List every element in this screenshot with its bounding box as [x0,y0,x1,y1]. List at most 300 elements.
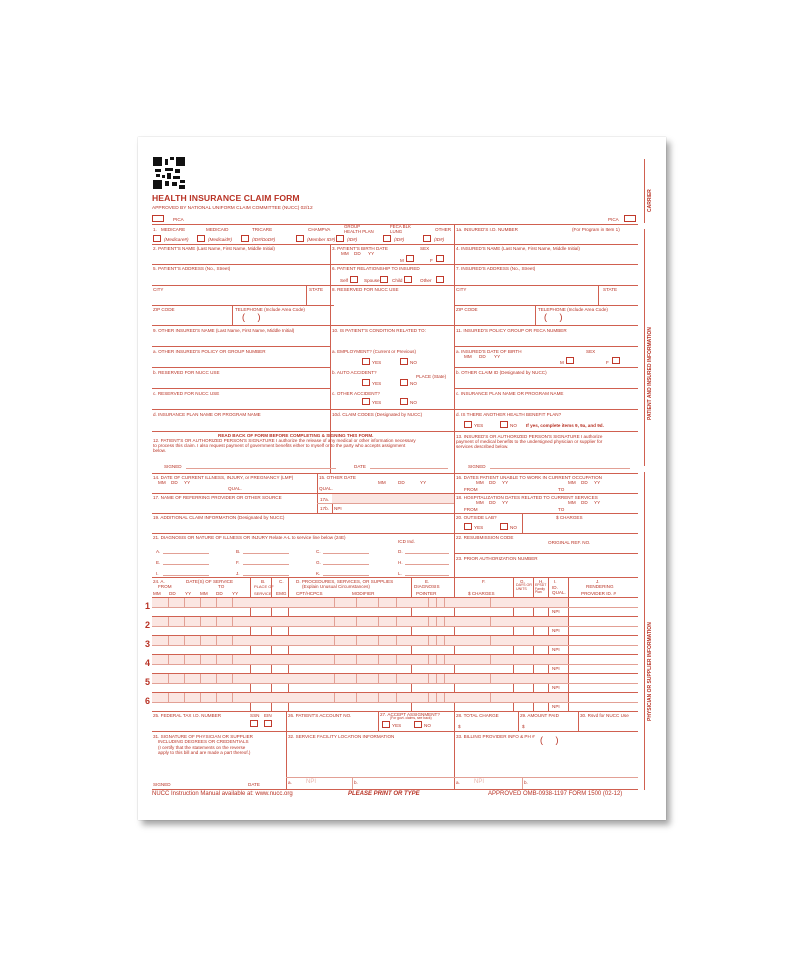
b7-label: 7. INSURED'S ADDRESS (No., Street) [456,266,536,271]
b14-label: 14. DATE OF CURRENT ILLNESS, INJURY, or PREGNANCY (LMP) [153,475,294,480]
service-line-shade [152,655,568,664]
b33-phone-paren: ( ) [540,735,559,745]
b24a-dates: DATE(S) OF SERVICE [186,579,234,584]
b25-ein-checkbox[interactable] [264,720,272,727]
b33-label: 33. BILLING PROVIDER INFO & PH # [456,734,535,739]
feca-label: FECA BLK LUNG [390,224,411,234]
b6-self: Self [340,278,348,283]
b16-dd1: DD [489,480,496,485]
service-line-mid [152,607,638,608]
b10b-place: PLACE (State) [416,374,447,379]
service-line-tick [216,617,217,626]
service-line-tick [436,636,437,645]
other-sub: (ID#) [434,237,445,242]
b10a-yes: YES [372,360,382,365]
b6-self-checkbox[interactable] [350,276,358,283]
service-line-shade [152,693,568,702]
insured-state: STATE [603,287,618,292]
service-line-tick [200,636,201,645]
b29-dollar: $ [522,724,525,729]
diag-b: B. [236,549,241,554]
b10c-yes: YES [372,400,382,405]
diag-c-line [323,553,369,554]
b1a-note: (For Program in Item 1) [572,227,620,232]
b32a-label: a. [288,780,292,785]
service-line-tick [232,617,233,626]
b25-ein: EIN [264,713,272,718]
b27-yes-checkbox[interactable] [382,721,390,728]
service-line-tick [428,598,429,607]
b6-spouse-checkbox[interactable] [380,276,388,283]
service-line-tick [378,598,379,607]
b3-sex: SEX [420,246,430,251]
b16-mm1: MM [476,480,484,485]
service-line-tick [356,636,357,645]
service-line-npi: NPI [552,666,560,671]
b9d-label: d. INSURANCE PLAN NAME OR PROGRAM NAME [153,412,261,417]
carrier-bracket [644,159,645,223]
service-line-tick [334,693,335,702]
pica-left-box[interactable] [152,215,164,222]
patient-telephone: TELEPHONE (Include Area Code) [235,307,305,312]
b24-dd2: DD [216,591,223,596]
service-line-tick [216,598,217,607]
b13-label: 13. INSURED'S OR AUTHORIZED PERSON'S SIGNATURE I authorize [456,434,603,439]
service-line-tick [436,598,437,607]
b24f-label: F. [482,579,486,584]
diag-c: C. [316,549,321,554]
city-state-divider [306,285,307,305]
b24i-qual: ID. QUAL. [552,585,566,595]
service-line-number: 2 [145,620,151,630]
service-line-tick [428,655,429,664]
b27-label: 27. ACCEPT ASSIGNMENT? [380,712,440,717]
b17-label: 17. NAME OF REFERRING PROVIDER OR OTHER SOURCE [153,495,282,500]
patient-phone-paren: ( ) [242,312,261,322]
service-line-number: 1 [145,601,151,611]
service-line-npi: NPI [552,628,560,633]
service-line-number: 3 [145,639,151,649]
service-line-tick [396,655,397,664]
row-line-4a [152,305,334,306]
diag-j-line [243,575,289,576]
b25-ssn-checkbox[interactable] [250,720,258,727]
service-line-tick [490,617,491,626]
b32-label: 32. SERVICE FACILITY LOCATION INFORMATION [288,734,395,739]
b13-signed-line [490,468,630,469]
service-line-tick [200,693,201,702]
b32b-label: b. [354,780,358,785]
b25-ssn: SSN [250,713,260,718]
tricare-checkbox[interactable] [241,235,249,242]
service-line-tick [428,674,429,683]
b3-male-checkbox[interactable] [406,255,414,262]
zip-tel-divider [232,305,233,325]
diag-e-line [163,564,209,565]
b15-label: 15. OTHER DATE [319,475,356,480]
patient-zip: ZIP CODE [153,307,175,312]
service-line-tick [436,655,437,664]
b31-text-3: (I certify that the statements on the reverse [158,745,246,750]
row-line-1 [152,244,638,245]
feca-checkbox[interactable] [383,235,391,242]
service-line-tick [334,655,335,664]
medicare-sub: (Medicare#) [164,237,189,242]
service-line-tick [168,655,169,664]
b25-label: 25. FEDERAL TAX I.D. NUMBER [153,713,222,718]
b9b-label: b. RESERVED FOR NUCC USE [153,370,220,375]
b15-mm: MM [378,480,386,485]
service-line-tick [232,636,233,645]
b6-other-checkbox[interactable] [436,276,444,283]
b24-dd1: DD [169,591,176,596]
b18-dd2: DD [581,500,588,505]
b11-label: 11. INSURED'S POLICY GROUP OR FECA NUMBER [456,328,567,333]
b10b-yes-checkbox[interactable] [362,379,370,386]
diag-i: I. [156,571,159,576]
b16-from: FROM [464,487,478,492]
b27-note: (For govt. claims, see back) [390,716,432,720]
tricare-sub: (ID#/DoD#) [252,237,276,242]
b16-mm2: MM [568,480,576,485]
b11a-label: a. INSURED'S DATE OF BIRTH [456,349,522,354]
b10-label: 10. IS PATIENT'S CONDITION RELATED TO: [332,328,426,333]
diag-l: L. [398,571,402,576]
row-line-8a [152,388,330,389]
footer-left: NUCC Instruction Manual available at: www.nucc.org [152,791,293,797]
row-line-8b [454,388,638,389]
b6-child: Child [392,278,403,283]
b24f-charges: $ CHARGES [468,591,495,596]
b12-date: DATE [354,464,366,469]
medicare-label: MEDICARE [161,227,186,232]
b10b-label: b. AUTO ACCIDENT? [332,370,377,375]
b12-text-3: below. [153,448,167,453]
b3-f: F [430,258,433,263]
pica-left: PICA [173,217,184,222]
b11a-male-checkbox[interactable] [566,357,574,364]
insured-telephone: TELEPHONE (Include Area Code) [538,307,608,312]
b11b-label: b. OTHER CLAIM ID (Designated by NUCC) [456,370,547,375]
service-line-tick [334,617,335,626]
service-line-shade [152,598,568,607]
b24b-place: PLACE OF [254,584,274,589]
row-line-4b [454,305,638,306]
row-line-13 [152,533,638,534]
service-line-tick [436,693,437,702]
read-back-note: READ BACK OF FORM BEFORE COMPLETING & SIGNING THIS FORM. [218,433,374,438]
b27-yes: YES [392,723,402,728]
b10c-label: c. OTHER ACCIDENT? [332,391,380,396]
service-line-tick [444,598,445,607]
approval-note: APPROVED BY NATIONAL UNIFORM CLAIM COMMITTEE (NUCC) 02/12 [152,206,313,211]
diag-h: H. [398,560,403,565]
b29-label: 29. AMOUNT PAID [520,713,559,718]
b22-label: 22. RESUBMISSION CODE [456,535,514,540]
b11a-m: M [560,360,564,365]
b24d-modifier: MODIFIER [352,591,375,596]
b11d-label: d. IS THERE ANOTHER HEALTH BENEFIT PLAN? [456,412,562,417]
medicare-checkbox[interactable] [153,235,161,242]
row-line-10 [152,431,638,432]
b9a-label: a. OTHER INSURED'S POLICY OR GROUP NUMBER [153,349,266,354]
b24e-pointer: POINTER [416,591,437,596]
footer-center: PLEASE PRINT OR TYPE [348,791,420,797]
b3-female-checkbox[interactable] [436,255,444,262]
col-26-27 [378,711,379,731]
b6-label: 6. PATIENT RELATIONSHIP TO INSURED [332,266,420,271]
b24a-label: 24. A. [153,579,165,584]
diag-g: G. [316,560,321,565]
row-line-7a [152,367,330,368]
b18-to: TO [558,507,565,512]
b18-mm2: MM [568,500,576,505]
b3-mm: MM [341,251,349,256]
b11a-female-checkbox[interactable] [612,357,620,364]
b16-label: 16. DATES PATIENT UNABLE TO WORK IN CURRENT OCCUPATION [456,475,602,480]
b16-to: TO [558,487,565,492]
service-line-tick [444,674,445,683]
b20-charges: $ CHARGES [556,515,583,520]
service-line-npi: NPI [552,704,560,709]
b24g-label: G. [520,579,525,584]
col-25-26 [286,711,287,731]
b11d-note: If yes, complete items 9, 9a, and 9d. [526,423,604,428]
group-label: GROUP HEALTH PLAN [344,224,374,234]
b24-yy2: YY [232,591,239,596]
b13-signed: SIGNED [468,464,486,469]
b31-text-2: INCLUDING DEGREES OR CREDENTIALS [158,739,249,744]
b24d-explain: (Explain Unusual Circumstances) [302,584,370,589]
service-line-tick [232,674,233,683]
service-line-tick [396,598,397,607]
b11d-no: NO [510,423,517,428]
claim-form-paper [138,137,666,820]
b31-date: DATE [248,782,260,787]
champva-checkbox[interactable] [296,235,304,242]
insured-zip-tel-divider [535,305,536,325]
diag-e: E. [156,560,161,565]
group-checkbox[interactable] [336,235,344,242]
b11d-yes-checkbox[interactable] [464,421,472,428]
service-line-tick [436,674,437,683]
row-line-31 [152,731,638,732]
b3-label: 3. PATIENT'S BIRTH DATE [332,246,388,251]
section-line-physician [152,473,638,474]
b15-dd: DD [398,480,405,485]
b20-yes: YES [474,525,484,530]
b24-yy1: YY [185,591,192,596]
b10c-no: NO [410,400,417,405]
b24-from: FROM [158,584,172,589]
b11a-sex: SEX [586,349,596,354]
diag-g-line [323,564,369,565]
b11a-yy: YY [494,354,501,359]
b24e-label: E. [425,579,430,584]
service-line-tick [444,693,445,702]
b20-no-checkbox[interactable] [500,523,508,530]
b33a-npi-watermark: NPI [474,779,485,785]
group-sub: (ID#) [347,237,358,242]
diag-b-line [243,553,289,554]
service-line-shade [152,674,568,683]
service-line-mid [152,664,638,665]
patient-bracket [644,229,645,466]
service-line-tick [184,636,185,645]
b10b-no-checkbox[interactable] [400,379,408,386]
other-checkbox[interactable] [423,235,431,242]
service-line-tick [378,655,379,664]
b24j-provider: PROVIDER ID. # [581,591,616,596]
diag-a: A. [156,549,161,554]
b18-from: FROM [464,507,478,512]
service-line-tick [428,693,429,702]
b10c-yes-checkbox[interactable] [362,398,370,405]
b27-no: NO [424,723,431,728]
other-label: OTHER [435,227,452,232]
service-line-tick [378,674,379,683]
row-line-6a [152,346,330,347]
pica-right-box[interactable] [624,215,636,222]
diag-i-line [163,575,209,576]
b30-label: 30. Rsvd for NUCC Use [580,713,629,718]
b10c-no-checkbox[interactable] [400,398,408,405]
service-line-tick [444,655,445,664]
diag-f-line [243,564,289,565]
insured-phone-paren: ( ) [544,312,563,322]
b10d-label: 10d. CLAIM CODES (Designated by NUCC) [332,412,423,417]
b16-yy2: YY [594,480,601,485]
b33b-label: b. [524,780,528,785]
b24g-days: DAYS OR UNITS [516,583,532,591]
service-line-tick [184,693,185,702]
service-line-tick [200,617,201,626]
b6-child-checkbox[interactable] [404,276,412,283]
b12-signed-line [186,468,336,469]
diag-d-line [405,553,449,554]
b17b-label: 17b. [320,506,329,511]
diag-k-line [323,575,369,576]
b18-label: 18. HOSPITALIZATION DATES RELATED TO CURRENT SERVICES [456,495,598,500]
service-line-tick [184,674,185,683]
b18-yy1: YY [502,500,509,505]
b16-yy1: YY [502,480,509,485]
b24h-epsdt: EPSDT Family Plan [535,583,547,595]
service-line-tick [378,617,379,626]
b17-mid-line [317,503,454,504]
b24-to: TO [218,584,225,589]
feca-sub: (ID#) [394,237,405,242]
b32-ab-divider [352,777,353,789]
b4-label: 4. INSURED'S NAME (Last Name, First Name, Middle Initial) [456,246,580,251]
b10b-no: NO [410,381,417,386]
b19-label: 19. ADDITIONAL CLAIM INFORMATION (Designated by NUCC) [153,515,285,520]
col-28-29 [518,711,519,731]
b23-label: 23. PRIOR AUTHORIZATION NUMBER [456,556,538,561]
pica-right: PICA [608,217,619,222]
medicaid-checkbox[interactable] [197,235,205,242]
b5-label: 5. PATIENT'S ADDRESS (No., Street) [153,266,231,271]
b14-dd: DD [171,480,178,485]
service-line-tick [216,655,217,664]
service-line-tick [444,617,445,626]
diag-l-line [405,575,449,576]
b13-text-3: services described below. [456,444,509,449]
service-line-tick [490,674,491,683]
b24-mm2: MM [200,591,208,596]
b12-label: 12. PATIENT'S OR AUTHORIZED PERSON'S SIGNATURE I authorize the release of any medical or other information necessary [153,438,416,443]
b10a-no-checkbox[interactable] [400,358,408,365]
service-line-tick [168,636,169,645]
service-line-number: 5 [145,677,151,687]
service-line-tick [436,617,437,626]
b10a-label: a. EMPLOYMENT? (Current or Previous) [332,349,416,354]
service-line-tick [396,617,397,626]
b10a-no: NO [410,360,417,365]
b11d-no-checkbox[interactable] [500,421,508,428]
service-line-shade [152,617,568,626]
b27-no-checkbox[interactable] [414,721,422,728]
service-line-tick [232,693,233,702]
champva-label: CHAMPVA [308,227,331,232]
b14-qual: QUAL. [228,486,242,491]
b16-dd2: DD [581,480,588,485]
service-line-tick [428,617,429,626]
b11a-mm: MM [464,354,472,359]
row-line-7b [454,367,638,368]
b24h-label: H. [539,579,544,584]
b9-label: 9. OTHER INSURED'S NAME (Last Name, First Name, Middle Initial) [153,328,295,333]
service-line-tick [490,655,491,664]
service-line-npi: NPI [552,647,560,652]
b22-orig-ref: ORIGINAL REF. NO. [548,540,591,545]
b24c-label: C. [279,579,284,584]
patient-state: STATE [309,287,324,292]
service-line-tick [356,674,357,683]
service-line-tick [396,636,397,645]
service-line-number: 4 [145,658,151,668]
service-line-npi: NPI [552,685,560,690]
b24i-label: I. [554,579,557,584]
row-line-24 [152,577,638,578]
b31-text-4: apply to this bill and are made a part thereof.) [158,750,251,755]
diag-f: F. [236,560,240,565]
service-line-tick [168,617,169,626]
patient-city: CITY [153,287,164,292]
insured-zip: ZIP CODE [456,307,478,312]
col-divider-right [454,224,455,474]
b10a-yes-checkbox[interactable] [362,358,370,365]
b13-text-2: payment of medical benefits to the undersigned physician or supplier for [456,439,603,444]
b11d-yes: YES [474,423,484,428]
b24e-diagnosis: DIAGNOSIS [414,584,440,589]
service-line-tick [356,655,357,664]
b18-mm1: MM [476,500,484,505]
service-line-tick [334,674,335,683]
b6-spouse: Spouse [364,278,380,283]
service-line-tick [378,636,379,645]
service-line-mid [152,626,638,627]
service-line-tick [168,598,169,607]
b20-yes-checkbox[interactable] [464,523,472,530]
b33-ab-divider [522,777,523,789]
service-line-tick [200,598,201,607]
service-line-tick [490,598,491,607]
row-line-5 [152,325,638,326]
form-title: HEALTH INSURANCE CLAIM FORM [152,193,300,203]
box1-label: 1. [153,227,157,232]
row-line-9 [152,409,638,410]
